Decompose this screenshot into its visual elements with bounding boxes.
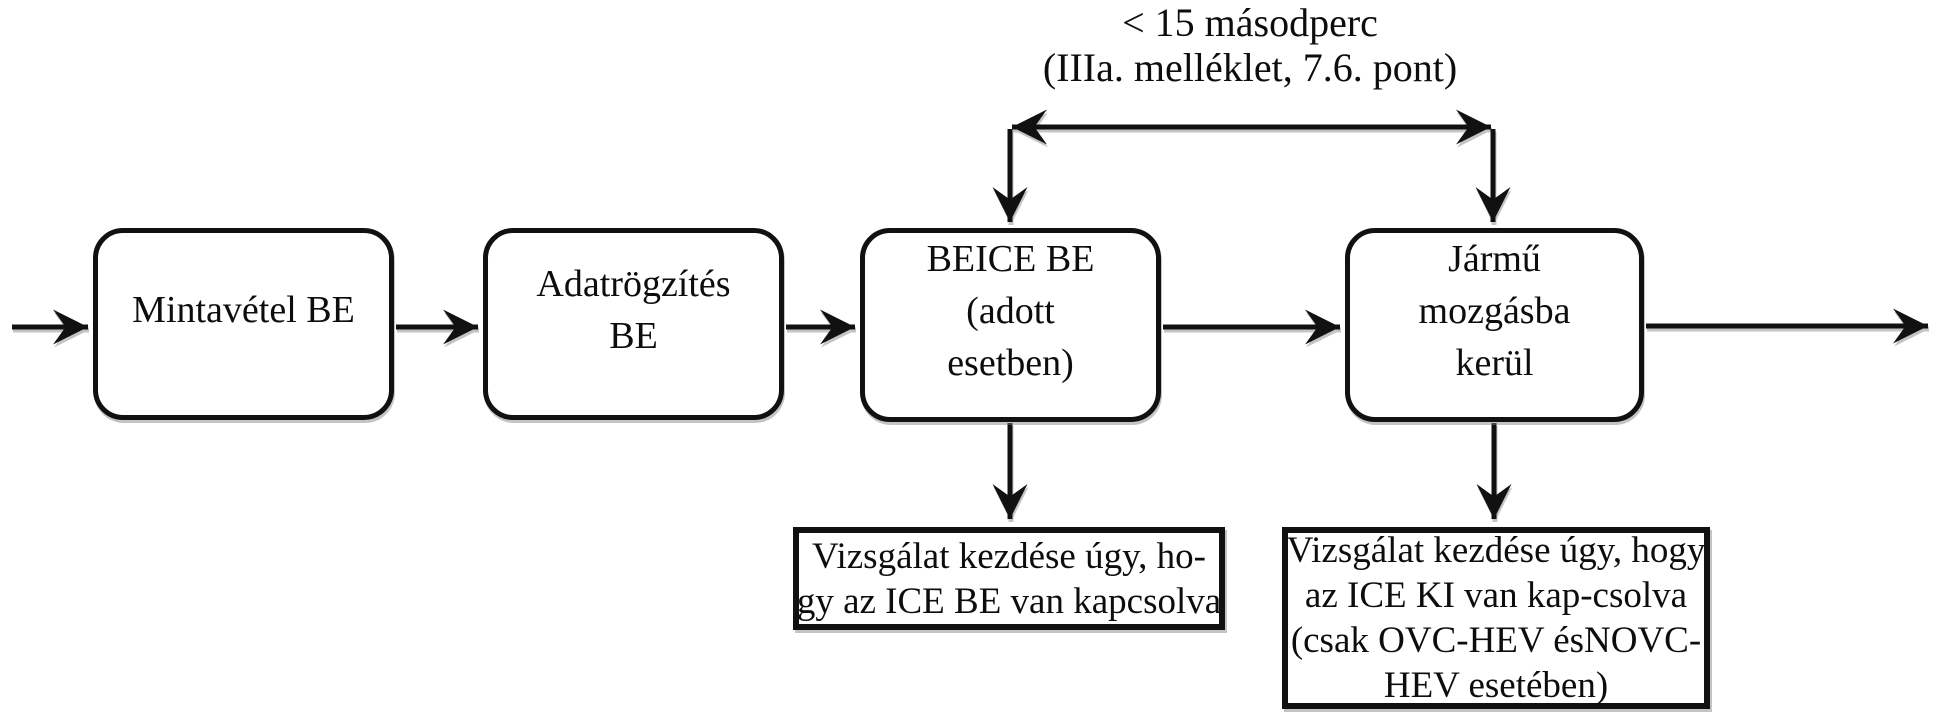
process-box-label: kerül	[1455, 342, 1534, 384]
note-box-label: Vizsgálat kezdése úgy, hogy	[1286, 530, 1706, 571]
note-box-label: gy az ICE BE van kapcsolva	[796, 580, 1222, 622]
duration-annotation-line2: (IIIa. melléklet, 7.6. pont)	[1042, 45, 1458, 90]
process-box-adatrogzites-be	[483, 228, 784, 420]
note-box-label: (csak OVC-HEV ésNOVC-	[1290, 620, 1702, 661]
process-box-label: esetben)	[947, 342, 1074, 384]
process-box-label: Jármű	[1448, 238, 1541, 280]
duration-annotation-line1: < 15 másodperc	[1122, 0, 1378, 45]
process-box-beice-be	[860, 228, 1161, 422]
double-arrow-duration	[1010, 127, 1493, 222]
note-box-ice-ki	[1282, 527, 1710, 709]
process-box-jarmu-mozgasba-kerul	[1345, 228, 1644, 422]
process-box-label: mozgásba	[1418, 290, 1571, 332]
process-box-mintavetel-be	[93, 228, 394, 420]
process-box-label: (adott	[966, 290, 1055, 332]
note-box-label: HEV esetében)	[1383, 665, 1609, 706]
note-box-label: az ICE KI van kap-csolva	[1304, 575, 1688, 616]
duration-annotation	[900, 0, 1600, 90]
process-box-label: BEICE BE	[926, 238, 1095, 280]
note-box-ice-be	[793, 527, 1225, 630]
process-box-label: Mintavétel BE	[132, 289, 355, 331]
process-box-label: Adatrögzítés	[536, 263, 731, 305]
process-box-label: BE	[609, 315, 658, 357]
note-box-label: Vizsgálat kezdése úgy, ho-	[811, 535, 1206, 577]
